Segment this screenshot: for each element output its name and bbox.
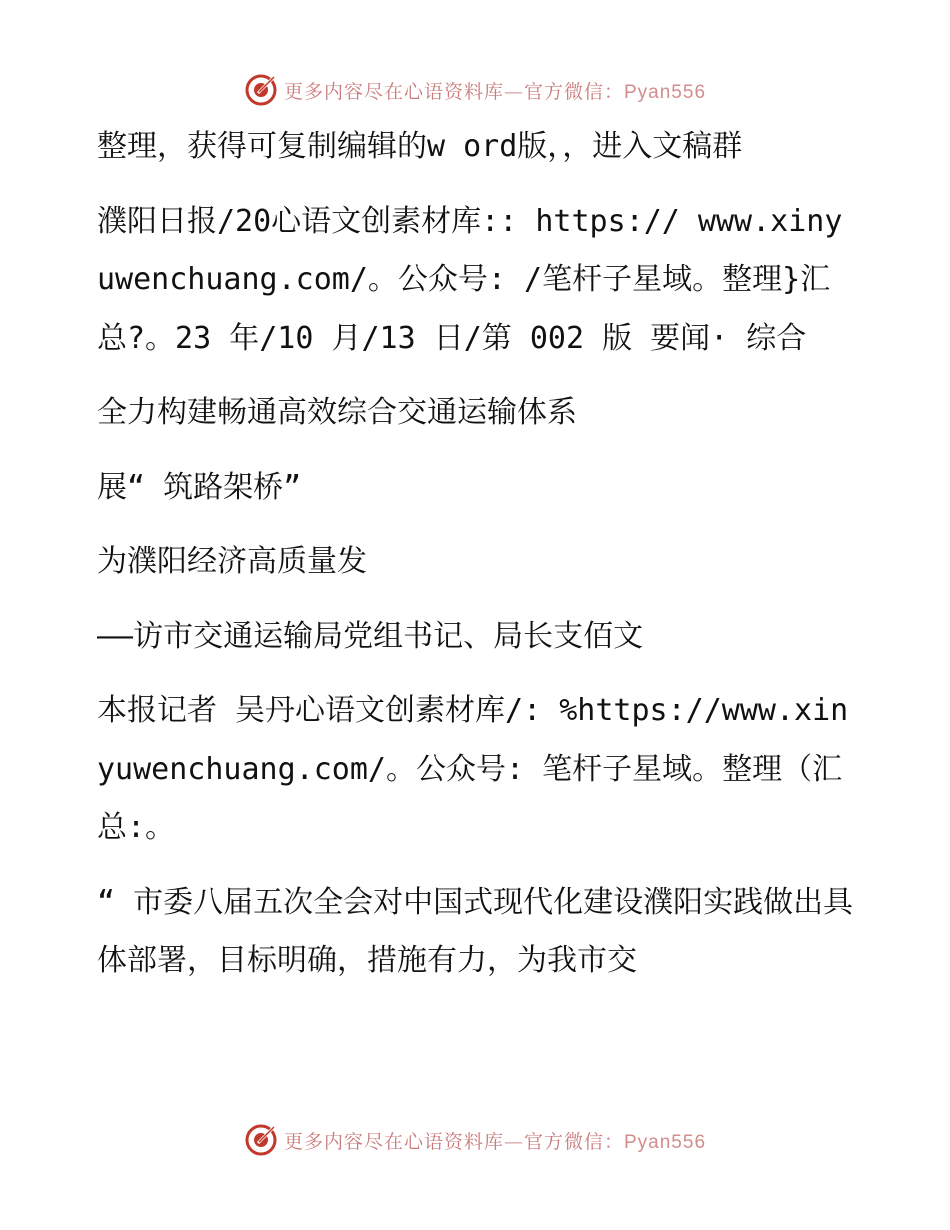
footer-watermark <box>0 1120 950 1160</box>
article-subtitle: ——访市交通运输局党组书记、局长支佰文 <box>97 618 644 654</box>
watermark-main: 更多内容尽在心语资料库 <box>283 1130 504 1153</box>
header-watermark <box>0 70 950 110</box>
document-body <box>97 118 857 1007</box>
byline: 本报记者 吴丹心语文创素材库/: %https://www.xinyuwenchuang.com/。公众号: 笔杆子星域。整理（汇总:。 <box>97 693 849 845</box>
pen-logo-icon <box>244 73 278 107</box>
pen-logo-icon <box>244 1123 278 1157</box>
article-headline: 展“ 筑路架桥” <box>97 469 302 505</box>
paragraph: “ 市委八届五次全会对中国式现代化建设濮阳实践做出具体部署，目标明确，措施有力，为我市交 <box>97 884 854 978</box>
article-headline: 全力构建畅通高效综合交通运输体系 <box>97 395 577 430</box>
watermark-label: 官方微信： <box>523 1130 624 1153</box>
watermark-wechat-id: Pyan556 <box>624 81 707 103</box>
paragraph: 整理，获得可复制编辑的w ord版，，进入文稿群 <box>97 129 743 164</box>
watermark-text <box>284 1127 706 1154</box>
watermark-text <box>284 77 706 104</box>
watermark-separator: — <box>503 1130 524 1153</box>
article-headline: 为濮阳经济高质量发 <box>97 544 367 579</box>
watermark-wechat-id: Pyan556 <box>624 1131 707 1153</box>
paragraph: 濮阳日报/20心语文创素材库:: https:// www.xinyuwenchuang.com/。公众号: /笔杆子星域。整理}汇总?。23 年/10 月/13 日/第 002 版 要闻· 综合 <box>97 203 843 356</box>
watermark-separator: — <box>503 80 524 103</box>
watermark-label: 官方微信： <box>523 80 624 103</box>
watermark-main: 更多内容尽在心语资料库 <box>283 80 504 103</box>
